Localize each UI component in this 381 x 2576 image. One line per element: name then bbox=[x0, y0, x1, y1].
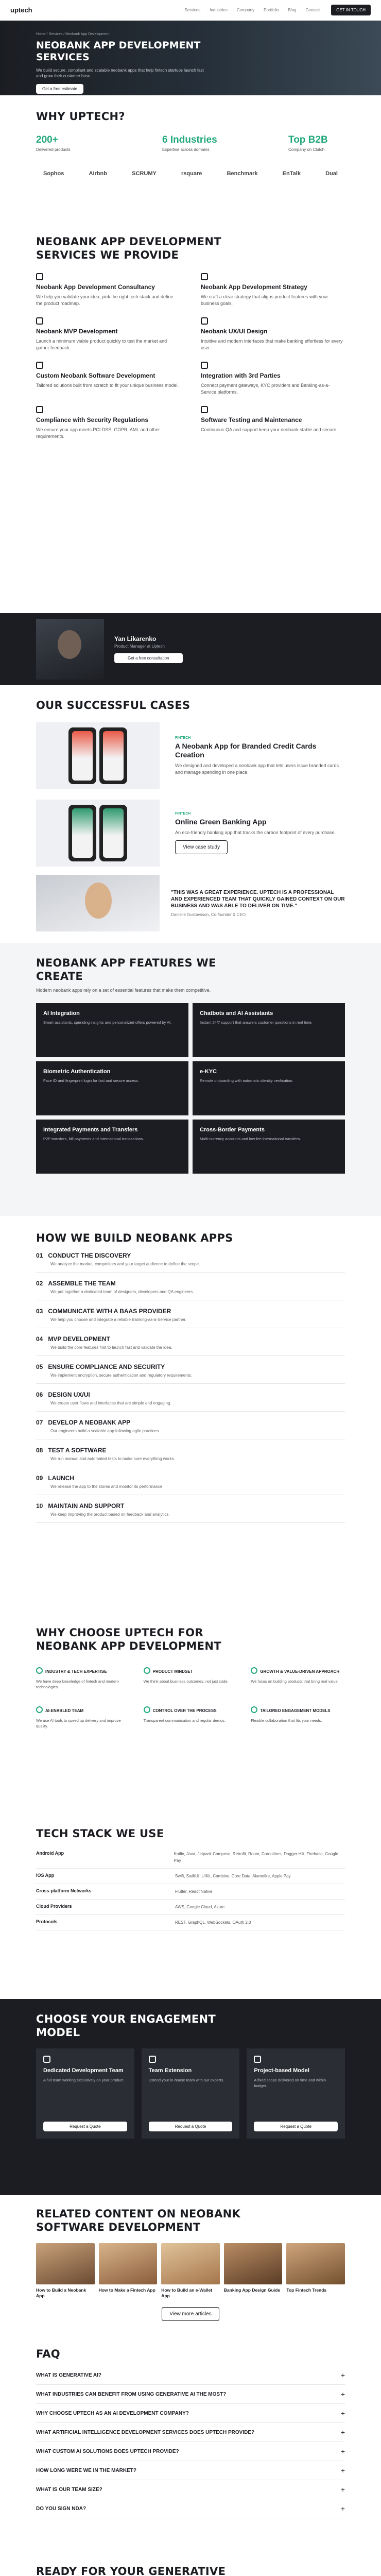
service-desc: Launch a minimum viable product quickly to test the market and gather feedback. bbox=[36, 338, 167, 350]
client-logo: SCRUMY bbox=[132, 171, 157, 177]
services-section bbox=[0, 222, 381, 613]
article-image bbox=[286, 2243, 345, 2284]
article-title: How to Build an e-Wallet App bbox=[161, 2287, 213, 2298]
expert-name: Yan Likarenko bbox=[114, 635, 157, 642]
phone-mockup bbox=[68, 727, 96, 784]
feature-desc: Multi-currency accounts and low-fee international transfers. bbox=[200, 1137, 301, 1141]
service-desc: Tailored solutions built from scratch to fit your unique business model. bbox=[36, 383, 179, 388]
stat-label: Expertise across domains bbox=[162, 147, 210, 152]
model-title: Project-based Model bbox=[254, 2067, 309, 2074]
tech-list: Swift, SwiftUI, UIKit, Combine, Core Data, Alamofire, Apple Pay bbox=[175, 1874, 291, 1878]
faq-item[interactable] bbox=[36, 2499, 345, 2518]
reason-title: INDUSTRY & TECH EXPERTISE bbox=[45, 1669, 107, 1674]
faq-item[interactable] bbox=[36, 2385, 345, 2404]
request-quote-button[interactable]: Request a Quote bbox=[149, 2122, 233, 2131]
case-desc: An eco-friendly banking app that tracks the carbon footprint of every purchase. bbox=[175, 830, 336, 835]
feature-desc: Face ID and fingerprint login for fast and secure access. bbox=[43, 1078, 139, 1083]
service-title: Neobank UX/UI Design bbox=[201, 328, 268, 335]
service-title: Software Testing and Maintenance bbox=[201, 416, 302, 423]
tech-row bbox=[36, 1869, 345, 1884]
model-title: Team Extension bbox=[148, 2067, 192, 2074]
cases-section bbox=[0, 685, 381, 943]
articles-grid bbox=[36, 2243, 345, 2299]
engagement-title: CHOOSE YOUR ENGAGEMENT MODEL bbox=[36, 2013, 216, 2039]
article-title: How to Make a Fintech App bbox=[98, 2287, 155, 2293]
stat-number: 200+ bbox=[36, 134, 58, 145]
faq-question: WHAT IS GENERATIVE AI? bbox=[36, 2372, 102, 2378]
contact-title: READY FOR YOUR GENERATIVE bbox=[36, 2565, 226, 2576]
site-header bbox=[0, 0, 381, 21]
feature-desc: Instant 24/7 support that answers customer questions in real time. bbox=[200, 1020, 313, 1025]
article-title: How to Build a Neobank App bbox=[36, 2287, 86, 2298]
step-title: TEST A SOFTWARE bbox=[48, 1447, 107, 1454]
feature-title: Cross-Border Payments bbox=[200, 1127, 265, 1133]
step-title: ENSURE COMPLIANCE AND SECURITY bbox=[48, 1363, 165, 1370]
stat bbox=[36, 134, 93, 152]
reason-card bbox=[251, 1705, 345, 1729]
case-card[interactable] bbox=[36, 800, 345, 867]
testimonial-quote: "THIS WAS A GREAT EXPERIENCE. UPTECH IS A PROFESSIONAL AND EXPERIENCED TEAM THAT QUICKLY GAINED CONTEXT ON OUR BUSINESS AND WAS ABLE TO DELIVER ON TIME." bbox=[171, 890, 345, 909]
article-image bbox=[99, 2243, 158, 2284]
tech-list: Kotlin, Java, Jetpack Compose, Retrofit, Room, Coroutines, Dagger Hilt, Firebase, Google Pay bbox=[174, 1852, 338, 1863]
process-title: HOW WE BUILD NEOBANK APPS bbox=[36, 1232, 233, 1244]
service-icon bbox=[201, 317, 208, 325]
article-card[interactable] bbox=[224, 2243, 283, 2299]
articles-section bbox=[0, 2195, 381, 2334]
article-card[interactable] bbox=[161, 2243, 220, 2299]
tech-row bbox=[36, 1900, 345, 1915]
faq-question: DO YOU SIGN NDA? bbox=[36, 2505, 86, 2512]
step-number: 04 bbox=[36, 1335, 43, 1343]
process-step bbox=[36, 1475, 345, 1495]
feature-card bbox=[193, 1003, 345, 1057]
client-logo: Sophos bbox=[43, 171, 64, 177]
feature-card bbox=[36, 1003, 188, 1057]
reason-title: GROWTH & VALUE-DRIVEN APPROACH bbox=[260, 1669, 340, 1674]
hero-section bbox=[0, 21, 381, 95]
step-number: 10 bbox=[36, 1502, 43, 1510]
phone-mockup bbox=[68, 805, 96, 861]
stat-number: Top B2B bbox=[288, 134, 328, 145]
step-desc: We release the app to the stores and monitor its performance. bbox=[50, 1484, 164, 1489]
process-step bbox=[36, 1335, 345, 1356]
service-desc: We craft a clear strategy that aligns product features with your business goals. bbox=[201, 294, 328, 306]
service-desc: Continuous QA and support keep your neobank stable and secure. bbox=[201, 427, 338, 432]
faq-item[interactable] bbox=[36, 2442, 345, 2461]
feature-card bbox=[193, 1120, 345, 1174]
stat-label: Company on Clutch bbox=[288, 147, 325, 152]
process-step bbox=[36, 1447, 345, 1467]
reason-title: CONTROL OVER THE PROCESS bbox=[152, 1708, 217, 1713]
service-desc: Connect payment gateways, KYC providers and Banking-as-a-Service platforms. bbox=[201, 383, 330, 395]
feature-title: e-KYC bbox=[200, 1069, 217, 1075]
faq-question: WHAT IS OUR TEAM SIZE? bbox=[36, 2486, 102, 2493]
step-title: CONDUCT THE DISCOVERY bbox=[48, 1252, 131, 1259]
service-icon bbox=[36, 362, 43, 369]
service-card bbox=[36, 273, 180, 307]
reason-desc: We have deep knowledge of fintech and modern technologies. bbox=[36, 1679, 119, 1689]
feature-desc: Smart assistants, spending insights and personalized offers powered by AI. bbox=[43, 1020, 172, 1025]
model-desc: Extend your in-house team with our experts. bbox=[148, 2078, 224, 2082]
faq-question: WHY CHOOSE UPTECH AS AN AI DEVELOPMENT COMPANY? bbox=[36, 2410, 189, 2416]
cases-title: OUR SUCCESSFUL CASES bbox=[36, 699, 190, 711]
reason-title: AI-ENABLED TEAM bbox=[45, 1708, 84, 1713]
service-card bbox=[201, 317, 345, 351]
article-image bbox=[36, 2243, 95, 2284]
service-title: Neobank MVP Development bbox=[36, 328, 118, 335]
process-step bbox=[36, 1502, 345, 1523]
tech-list: Flutter, React Native bbox=[175, 1889, 213, 1894]
feature-title: Biometric Authentication bbox=[43, 1069, 111, 1075]
view-more-articles-button[interactable]: View more articles bbox=[162, 2307, 219, 2321]
nav-link[interactable]: Company bbox=[236, 8, 255, 12]
page-title: NEOBANK APP DEVELOPMENT SERVICES bbox=[36, 40, 201, 63]
service-icon bbox=[201, 406, 208, 413]
faq-question: WHAT ARTIFICIAL INTELLIGENCE DEVELOPMENT SERVICES DOES UPTECH PROVIDE? bbox=[36, 2429, 255, 2435]
free-estimate-button[interactable]: Get a free estimate bbox=[36, 84, 83, 94]
step-title: MVP DEVELOPMENT bbox=[48, 1335, 110, 1343]
step-desc: Our engineers build a scalable app following agile practices. bbox=[50, 1429, 160, 1433]
team-icon bbox=[43, 2056, 50, 2063]
reason-desc: We use AI tools to speed up delivery and improve quality. bbox=[36, 1718, 121, 1728]
process-section bbox=[0, 1216, 381, 1613]
engagement-grid bbox=[36, 2048, 345, 2139]
feature-card bbox=[36, 1061, 188, 1115]
step-number: 02 bbox=[36, 1280, 43, 1287]
plus-icon: + bbox=[340, 2447, 345, 2455]
view-case-button[interactable]: View case study bbox=[175, 840, 228, 854]
service-desc: We ensure your app meets PCI DSS, GDPR, AML and other requirements. bbox=[36, 427, 160, 439]
faq-question: WHAT INDUSTRIES CAN BENEFIT FROM USING GENERATIVE AI THE MOST? bbox=[36, 2391, 227, 2397]
process-step bbox=[36, 1308, 345, 1328]
tech-stack-section bbox=[0, 1814, 381, 1999]
faq-item[interactable] bbox=[36, 2423, 345, 2442]
service-card bbox=[201, 362, 345, 396]
reason-title: PRODUCT MINDSET bbox=[152, 1669, 193, 1674]
why-section bbox=[0, 95, 381, 222]
step-desc: We implement encryption, secure authentication and regulatory requirements. bbox=[50, 1373, 193, 1378]
model-desc: A full team working exclusively on your product. bbox=[43, 2078, 125, 2082]
nav-link[interactable]: Contact bbox=[305, 8, 320, 12]
step-desc: We build the core features first to launch fast and validate the idea. bbox=[50, 1345, 172, 1350]
process-step bbox=[36, 1252, 345, 1273]
service-icon bbox=[36, 317, 43, 325]
service-card bbox=[36, 317, 180, 351]
service-title: Compliance with Security Regulations bbox=[36, 416, 149, 423]
service-card bbox=[201, 406, 345, 440]
service-card bbox=[36, 406, 180, 440]
faq-section bbox=[0, 2334, 381, 2550]
team-icon bbox=[149, 2056, 156, 2063]
stat-label: Delivered products bbox=[36, 147, 71, 152]
consultation-button[interactable]: Get a free consultation bbox=[114, 653, 183, 663]
process-step bbox=[36, 1391, 345, 1412]
tech-category: iOS App bbox=[36, 1873, 55, 1878]
article-title: Banking App Design Guide bbox=[223, 2287, 281, 2293]
reason-card bbox=[144, 1705, 238, 1729]
model-card bbox=[36, 2048, 134, 2139]
check-icon bbox=[251, 1667, 257, 1674]
plus-icon: + bbox=[340, 2390, 345, 2398]
services-grid bbox=[36, 273, 345, 440]
check-icon bbox=[144, 1706, 150, 1713]
reason-card bbox=[36, 1666, 130, 1690]
plus-icon: + bbox=[340, 2466, 345, 2475]
testimonial bbox=[36, 875, 345, 931]
service-title: Neobank App Development Strategy bbox=[201, 283, 307, 291]
case-tag: FINTECH bbox=[175, 736, 191, 740]
plus-icon: + bbox=[340, 2371, 345, 2379]
breadcrumb: Home / Services / Neobank App Development bbox=[36, 32, 110, 36]
plus-icon: + bbox=[340, 2428, 345, 2436]
reason-card bbox=[36, 1705, 130, 1729]
article-image bbox=[224, 2243, 283, 2284]
client-logo: Airbnb bbox=[89, 171, 107, 177]
step-title: LAUNCH bbox=[48, 1475, 75, 1482]
case-card[interactable] bbox=[36, 722, 345, 789]
nav-link[interactable]: Services bbox=[184, 8, 201, 12]
tech-row bbox=[36, 1915, 345, 1930]
articles-title: RELATED CONTENT ON NEOBANK SOFTWARE DEVELOPMENT bbox=[36, 2208, 241, 2233]
features-title: NEOBANK APP FEATURES WE CREATE bbox=[36, 957, 216, 982]
service-icon bbox=[36, 273, 43, 280]
choose-title: WHY CHOOSE UPTECH FOR NEOBANK APP DEVELOPMENT bbox=[36, 1626, 221, 1652]
tech-title: TECH STACK WE USE bbox=[36, 1827, 164, 1840]
feature-card bbox=[36, 1120, 188, 1174]
reason-card bbox=[251, 1666, 345, 1690]
choose-grid bbox=[36, 1666, 345, 1729]
features-subtitle: Modern neobank apps rely on a set of essential features that make them competitive. bbox=[36, 988, 211, 993]
phone-mockup bbox=[99, 727, 127, 784]
testimonial-author: Danielle Gustavsson, Co-founder & CEO bbox=[171, 912, 246, 917]
stat bbox=[288, 134, 345, 152]
service-title: Integration with 3rd Parties bbox=[201, 372, 281, 379]
tech-category: Cloud Providers bbox=[36, 1904, 72, 1909]
get-in-touch-button[interactable]: GET IN TOUCH bbox=[331, 5, 371, 15]
service-desc: Intuitive and modern interfaces that make banking effortless for every user. bbox=[201, 338, 343, 350]
choose-section bbox=[0, 1613, 381, 1814]
service-icon bbox=[201, 362, 208, 369]
expert-role: Product Manager at Uptech bbox=[114, 644, 165, 649]
faq-item[interactable] bbox=[36, 2461, 345, 2480]
step-desc: We analyze the market, competitors and your target audience to define the scope. bbox=[50, 1262, 200, 1266]
team-icon bbox=[254, 2056, 261, 2063]
nav-link[interactable]: Industries bbox=[210, 8, 228, 12]
process-step bbox=[36, 1419, 345, 1439]
case-title: A Neobank App for Branded Credit Cards Creation bbox=[175, 741, 317, 759]
step-title: ASSEMBLE THE TEAM bbox=[48, 1280, 116, 1287]
stat bbox=[162, 134, 219, 152]
consultation-banner bbox=[0, 613, 381, 685]
check-icon bbox=[144, 1667, 150, 1674]
step-number: 01 bbox=[36, 1252, 43, 1259]
faq-item[interactable] bbox=[36, 2366, 345, 2385]
article-card[interactable] bbox=[99, 2243, 158, 2299]
reason-desc: We focus on building products that bring real value. bbox=[251, 1679, 339, 1684]
step-title: COMMUNICATE WITH A BAAS PROVIDER bbox=[48, 1308, 171, 1315]
nav-link[interactable]: Blog bbox=[288, 8, 297, 12]
tech-list: REST, GraphQL, WebSockets, OAuth 2.0 bbox=[175, 1920, 251, 1925]
expert-photo bbox=[36, 619, 104, 680]
tech-list: AWS, Google Cloud, Azure bbox=[175, 1905, 225, 1909]
article-title: Top Fintech Trends bbox=[286, 2287, 327, 2293]
client-logo: rsquare bbox=[181, 171, 202, 177]
reason-title: TAILORED ENGAGEMENT MODELS bbox=[260, 1708, 331, 1713]
step-title: DESIGN UX/UI bbox=[48, 1391, 90, 1398]
model-title: Dedicated Development Team bbox=[43, 2067, 124, 2074]
process-step bbox=[36, 1363, 345, 1384]
case-desc: We designed and developed a neobank app that lets users issue branded cards and manage spending in one place. bbox=[175, 762, 339, 775]
client-logo: EnTalk bbox=[282, 171, 301, 177]
step-number: 08 bbox=[36, 1447, 43, 1454]
hero-subtitle: We build secure, compliant and scalable neobank apps that help fintech startups launch fast and grow their customer base. bbox=[36, 68, 204, 78]
feature-desc: Remote onboarding with automatic identity verification. bbox=[200, 1078, 293, 1083]
main-nav bbox=[185, 8, 320, 12]
step-desc: We help you choose and integrate a reliable Banking-as-a-Service partner. bbox=[50, 1317, 187, 1322]
step-number: 07 bbox=[36, 1419, 43, 1426]
step-desc: We keep improving the product based on feedback and analytics. bbox=[50, 1512, 170, 1517]
step-title: DEVELOP A NEOBANK APP bbox=[48, 1419, 131, 1426]
stats-row bbox=[36, 134, 345, 152]
check-icon bbox=[36, 1706, 43, 1713]
case-title: Online Green Banking App bbox=[175, 818, 267, 826]
model-card bbox=[142, 2048, 240, 2139]
article-image bbox=[161, 2243, 220, 2284]
services-title: NEOBANK APP DEVELOPMENT SERVICES WE PROVIDE bbox=[36, 235, 221, 261]
step-number: 05 bbox=[36, 1363, 43, 1370]
features-section bbox=[0, 943, 381, 1216]
plus-icon: + bbox=[340, 2485, 345, 2494]
check-icon bbox=[36, 1667, 43, 1674]
tech-row bbox=[36, 1884, 345, 1900]
service-icon bbox=[36, 406, 43, 413]
stat-number: 6 Industries bbox=[162, 134, 217, 145]
service-title: Custom Neobank Software Development bbox=[36, 372, 155, 379]
service-card bbox=[36, 362, 180, 396]
faq-question: WHAT CUSTOM AI SOLUTIONS DOES UPTECH PROVIDE? bbox=[36, 2448, 179, 2454]
testimonial-photo bbox=[36, 875, 160, 931]
features-grid bbox=[36, 1003, 345, 1174]
tech-category: Protocols bbox=[36, 1919, 58, 1924]
reason-desc: Transparent communication and regular demos. bbox=[143, 1718, 226, 1723]
request-quote-button[interactable]: Request a Quote bbox=[254, 2122, 338, 2131]
feature-card bbox=[193, 1061, 345, 1115]
case-tag: FINTECH bbox=[175, 812, 191, 816]
contact-section bbox=[0, 2550, 381, 2576]
faq-item[interactable] bbox=[36, 2480, 345, 2499]
check-icon bbox=[251, 1706, 257, 1713]
plus-icon: + bbox=[340, 2409, 345, 2417]
step-number: 09 bbox=[36, 1475, 43, 1482]
faq-title: FAQ bbox=[36, 2348, 60, 2360]
model-card bbox=[247, 2048, 345, 2139]
model-desc: A fixed scope delivered on time and within budget. bbox=[254, 2078, 326, 2088]
plus-icon: + bbox=[340, 2504, 345, 2513]
feature-desc: P2P transfers, bill payments and international transactions. bbox=[43, 1137, 144, 1141]
article-card[interactable] bbox=[286, 2243, 345, 2299]
faq-item[interactable] bbox=[36, 2404, 345, 2423]
step-desc: We put together a dedicated team of designers, developers and QA engineers. bbox=[50, 1290, 194, 1294]
tech-category: Cross-platform Networks bbox=[36, 1888, 92, 1893]
client-logo: Benchmark bbox=[227, 171, 258, 177]
case-image bbox=[36, 800, 160, 867]
step-number: 06 bbox=[36, 1391, 43, 1398]
feature-title: AI Integration bbox=[43, 1010, 80, 1016]
reason-desc: We think about business outcomes, not just code. bbox=[143, 1679, 229, 1684]
service-desc: We help you validate your idea, pick the right tech stack and define the product roadmap. bbox=[36, 294, 174, 306]
service-icon bbox=[201, 273, 208, 280]
tech-category: Android App bbox=[36, 1851, 64, 1856]
article-card[interactable] bbox=[36, 2243, 95, 2299]
process-step bbox=[36, 1280, 345, 1300]
step-title: MAINTAIN AND SUPPORT bbox=[48, 1502, 125, 1510]
nav-link[interactable]: Portfolio bbox=[264, 8, 279, 12]
service-card bbox=[201, 273, 345, 307]
tech-row bbox=[36, 1846, 345, 1869]
feature-title: Integrated Payments and Transfers bbox=[43, 1127, 138, 1133]
request-quote-button[interactable]: Request a Quote bbox=[43, 2122, 127, 2131]
step-desc: We create user flows and interfaces that are simple and engaging. bbox=[50, 1401, 171, 1405]
case-image bbox=[36, 722, 160, 789]
step-number: 03 bbox=[36, 1308, 43, 1315]
why-title: WHY UPTECH? bbox=[36, 110, 125, 123]
client-logo: Dual bbox=[325, 171, 338, 177]
reason-desc: Flexible collaboration that fits your needs. bbox=[251, 1718, 322, 1723]
step-desc: We run manual and automated tests to make sure everything works. bbox=[50, 1456, 175, 1461]
phone-mockup bbox=[99, 805, 127, 861]
engagement-section bbox=[0, 1999, 381, 2195]
service-title: Neobank App Development Consultancy bbox=[36, 283, 155, 291]
logo[interactable]: uptech bbox=[10, 6, 32, 14]
reason-card bbox=[144, 1666, 238, 1690]
faq-question: HOW LONG WERE WE IN THE MARKET? bbox=[36, 2467, 136, 2473]
feature-title: Chatbots and AI Assistants bbox=[200, 1010, 273, 1016]
client-logos bbox=[36, 171, 345, 177]
